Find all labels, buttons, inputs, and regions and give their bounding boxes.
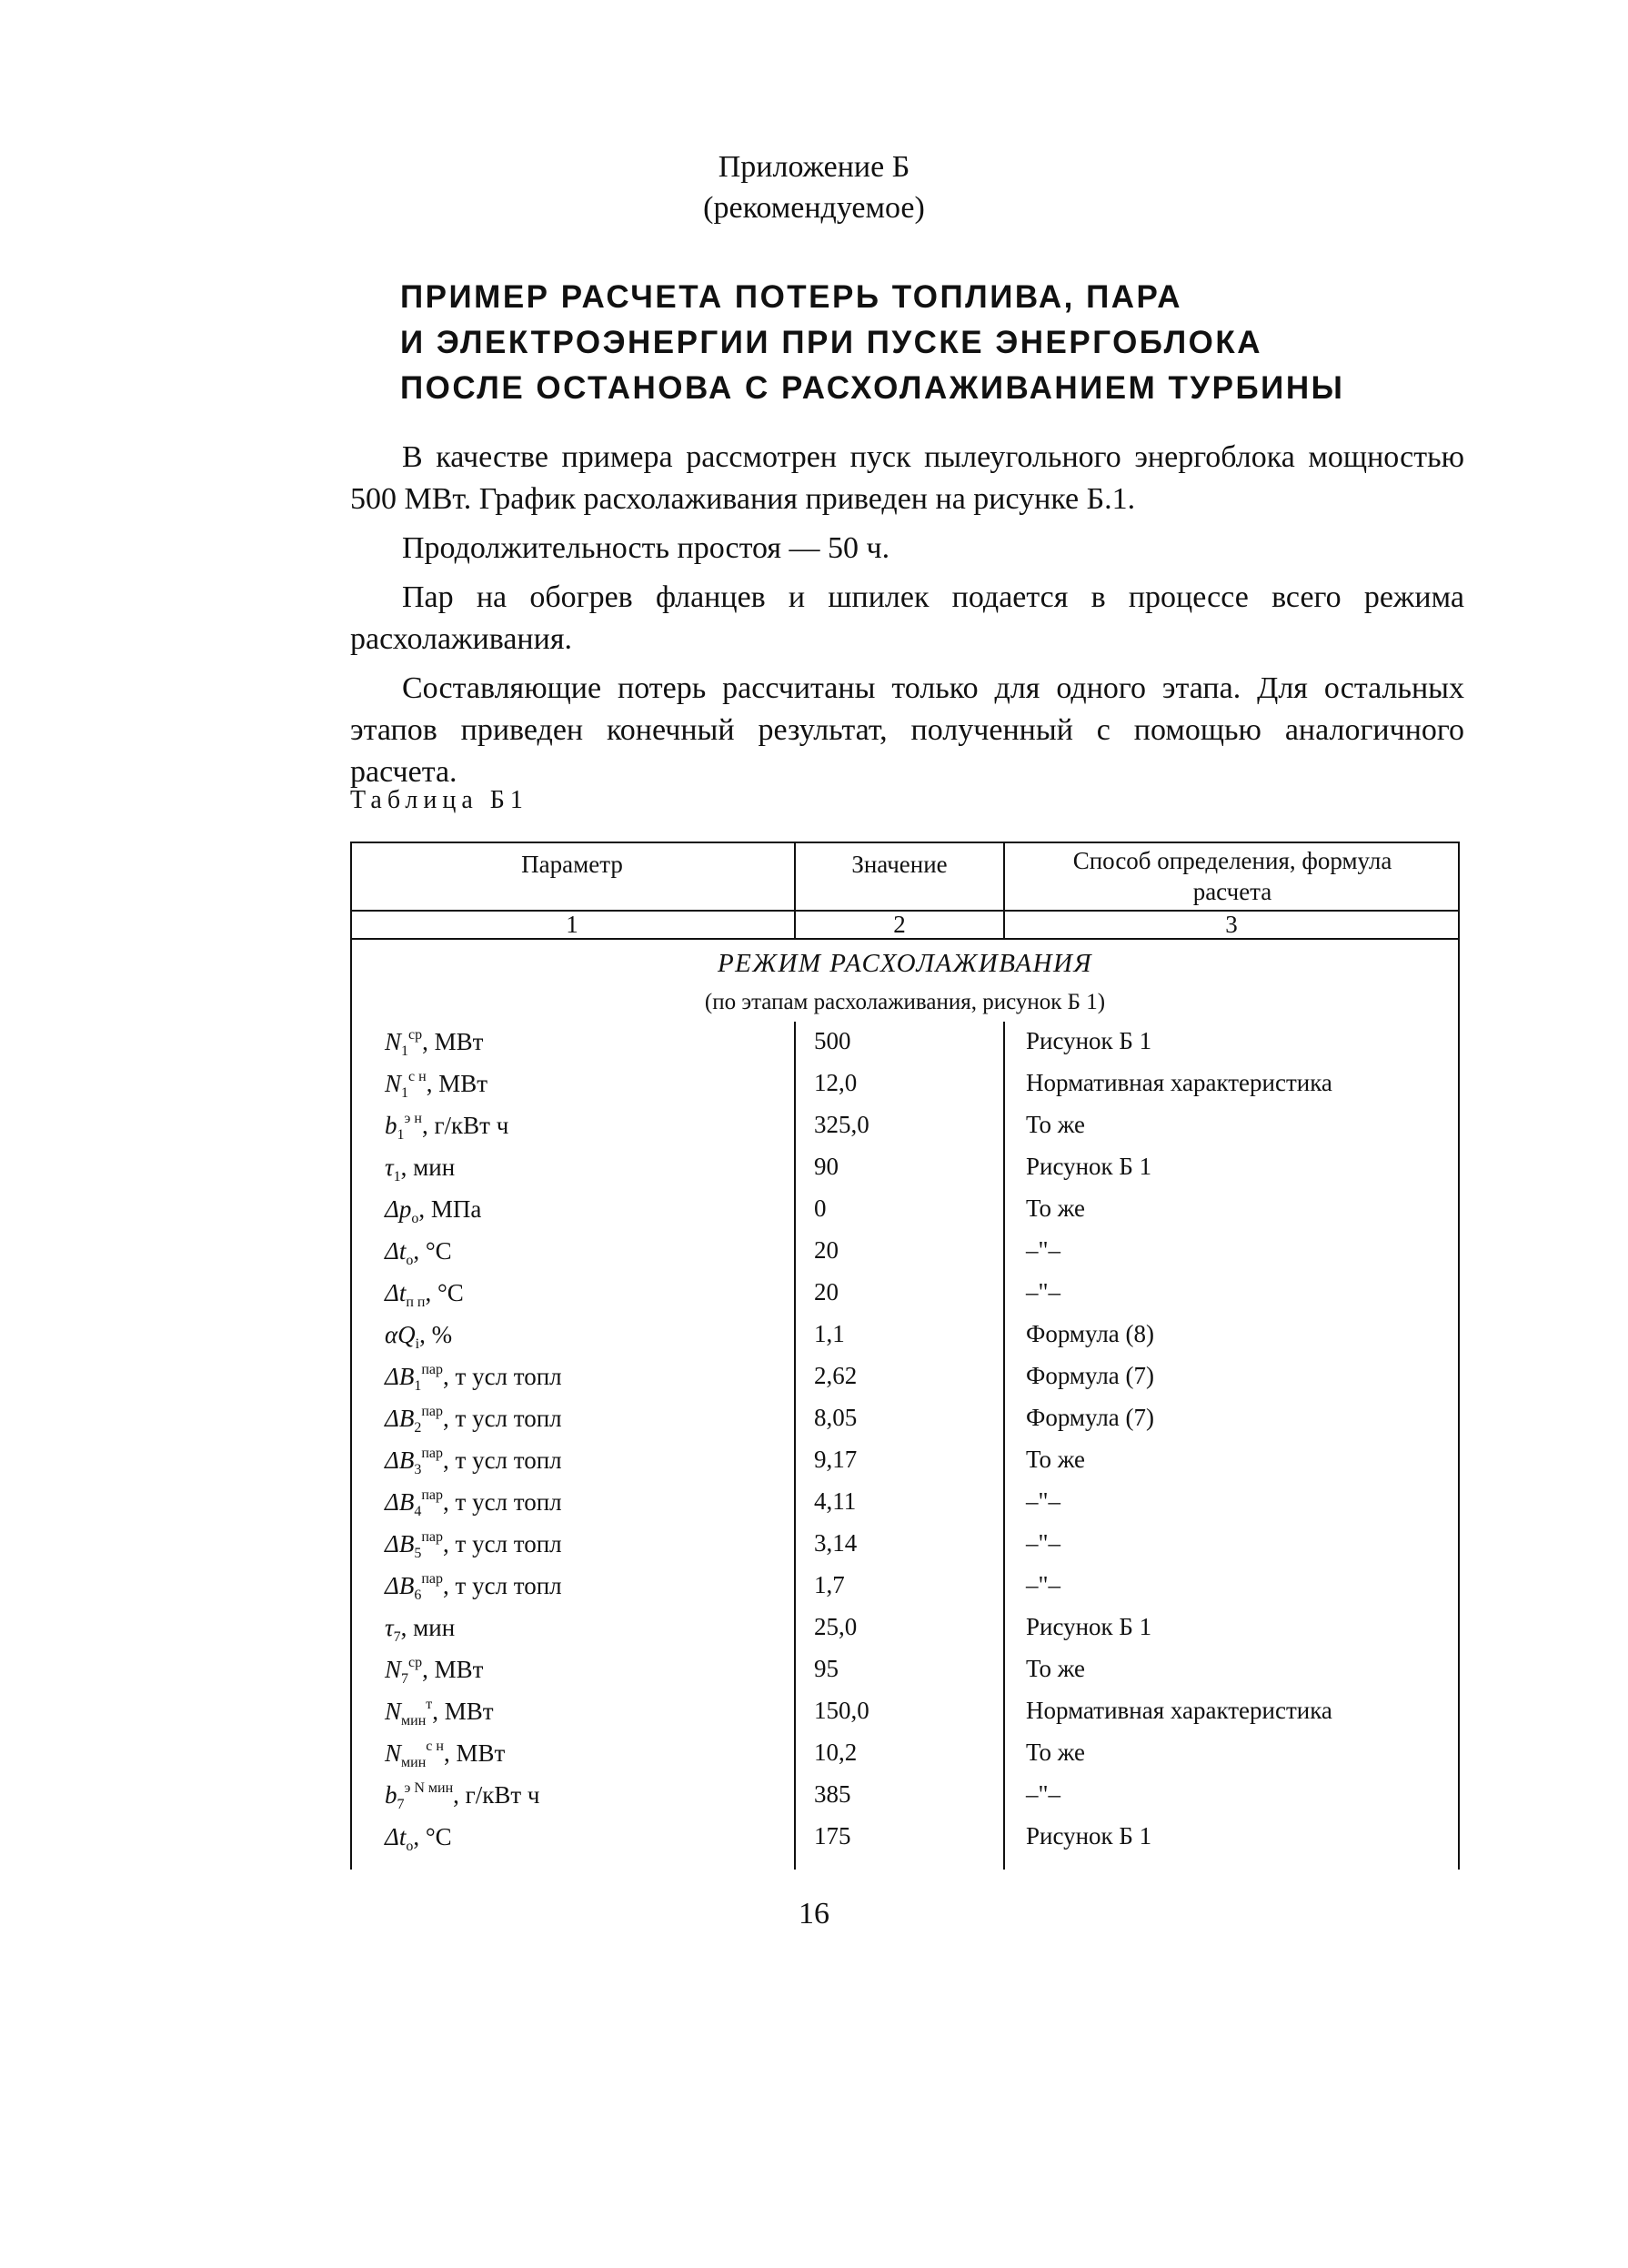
- header-method: Способ определения, формула расчета: [1072, 847, 1392, 905]
- title-line: ПОСЛЕ ОСТАНОВА С РАСХОЛАЖИВАНИЕМ ТУРБИНЫ: [400, 370, 1345, 406]
- table-row: [350, 1063, 1460, 1105]
- paragraph: Составляющие потерь рассчитаны только для одного этапа. Для остальных этапов приведен конечный результат, полученный с помощью аналогичного расчета.: [350, 671, 1464, 789]
- document-title: [400, 275, 1492, 411]
- parameter-subscript: 1: [401, 1043, 409, 1059]
- parameters-table: [350, 842, 1460, 1870]
- table-border-top: [350, 842, 1460, 843]
- parameter-subscript: о: [411, 1211, 419, 1226]
- title-line: ПРИМЕР РАСЧЕТА ПОТЕРЬ ТОПЛИВА, ПАРА: [400, 279, 1183, 315]
- method-cell: Рисунок Б 1: [1026, 1822, 1152, 1850]
- value-cell: 95: [814, 1655, 839, 1682]
- paragraph: В качестве примера рассмотрен пуск пылеугольного энергоблока мощностью 500 МВт. График расхолаживания приведен на рисунке Б.1.: [350, 440, 1464, 516]
- parameter-superscript: пар: [421, 1529, 444, 1545]
- method-cell: –"–: [1026, 1780, 1061, 1808]
- table-row: [350, 1356, 1460, 1398]
- parameter-subscript: 2: [414, 1420, 422, 1436]
- paragraph: Пар на обогрев фланцев и шпилек подается в процессе всего режима расхолаживания.: [350, 580, 1464, 656]
- parameter-symbol: ΔB: [385, 1405, 415, 1432]
- paragraph: Продолжительность простоя — 50 ч.: [402, 531, 890, 565]
- value-cell: 385: [814, 1780, 851, 1808]
- page-number: 16: [799, 1897, 829, 1930]
- parameter-subscript: 5: [414, 1546, 422, 1561]
- parameter-unit: , г/кВт ч: [453, 1781, 540, 1809]
- parameter-subscript: 1: [401, 1085, 409, 1101]
- title-line: И ЭЛЕКТРОЭНЕРГИИ ПРИ ПУСКЕ ЭНЕРГОБЛОКА: [400, 325, 1263, 360]
- section-title: РЕЖИМ РАСХОЛАЖИВАНИЯ: [717, 949, 1093, 978]
- table-row: [350, 1315, 1460, 1356]
- parameter-superscript: э N мин: [404, 1780, 454, 1796]
- method-cell: –"–: [1026, 1529, 1061, 1557]
- parameter-subscript: i: [415, 1336, 420, 1352]
- parameter-symbol: N: [385, 1070, 402, 1097]
- parameter-superscript: с н: [426, 1739, 444, 1754]
- method-cell: Формула (7): [1026, 1362, 1155, 1389]
- parameter-symbol: Δt: [385, 1823, 407, 1850]
- parameter-unit: , т усл топл: [443, 1363, 562, 1390]
- column-number: 2: [893, 911, 906, 938]
- parameter-superscript: пар: [421, 1404, 444, 1419]
- value-cell: 500: [814, 1027, 851, 1054]
- parameter-subscript: мин: [401, 1713, 427, 1729]
- value-cell: 4,11: [814, 1487, 857, 1515]
- parameter-symbol: b: [385, 1781, 397, 1809]
- parameter-cell: [385, 1613, 455, 1646]
- table-caption: Таблица Б1: [350, 786, 528, 814]
- table-row: [350, 1231, 1460, 1273]
- table-row: [350, 1482, 1460, 1524]
- value-cell: 1,7: [814, 1571, 845, 1598]
- parameter-symbol: ΔB: [385, 1530, 415, 1557]
- table-row: [350, 1775, 1460, 1817]
- table-row: [350, 1691, 1460, 1733]
- section-subtitle: (по этапам расхолаживания, рисунок Б 1): [704, 990, 1106, 1014]
- parameter-superscript: ср: [408, 1655, 423, 1670]
- parameter-cell: [385, 1362, 562, 1395]
- parameter-subscript: 7: [401, 1671, 409, 1687]
- value-cell: 90: [814, 1153, 839, 1180]
- table-row: [350, 1440, 1460, 1482]
- value-cell: 12,0: [814, 1069, 858, 1096]
- column-number: 1: [566, 911, 578, 938]
- value-cell: 2,62: [814, 1362, 858, 1389]
- parameter-symbol: Δt: [385, 1279, 407, 1306]
- parameter-subscript: мин: [401, 1755, 427, 1770]
- parameter-subscript: 1: [414, 1378, 422, 1394]
- method-cell: Рисунок Б 1: [1026, 1613, 1152, 1640]
- parameter-unit: , т усл топл: [443, 1405, 562, 1432]
- value-cell: 175: [814, 1822, 851, 1850]
- table-row: [350, 1147, 1460, 1189]
- value-cell: 0: [814, 1194, 827, 1222]
- parameter-symbol: Δt: [385, 1237, 407, 1265]
- header-parameter: Параметр: [521, 851, 623, 878]
- parameter-symbol: ΔB: [385, 1446, 415, 1474]
- parameter-superscript: э н: [404, 1111, 422, 1126]
- column-number: 3: [1225, 911, 1238, 938]
- parameter-subscript: п п: [406, 1295, 426, 1310]
- parameter-symbol: αQ: [385, 1321, 416, 1348]
- method-cell: То же: [1026, 1194, 1085, 1222]
- parameter-cell: [385, 1404, 562, 1436]
- parameter-symbol: b: [385, 1112, 397, 1139]
- parameter-symbol: N: [385, 1656, 402, 1683]
- table-row: [350, 1398, 1460, 1440]
- value-cell: 3,14: [814, 1529, 858, 1557]
- parameter-superscript: с н: [408, 1069, 427, 1084]
- method-cell: –"–: [1026, 1487, 1061, 1515]
- table-row: [350, 1524, 1460, 1566]
- parameter-unit: , %: [419, 1321, 453, 1348]
- body-text: [350, 437, 1464, 801]
- method-cell: То же: [1026, 1739, 1085, 1766]
- parameter-unit: , т усл топл: [443, 1446, 562, 1474]
- parameter-unit: , г/кВт ч: [421, 1112, 509, 1139]
- parameter-cell: [385, 1278, 464, 1311]
- method-cell: Нормативная характеристика: [1026, 1697, 1332, 1724]
- parameter-superscript: пар: [421, 1487, 444, 1503]
- appendix-label: Приложение Б: [718, 150, 910, 184]
- table-row: [350, 1022, 1460, 1063]
- parameter-subscript: о: [406, 1839, 414, 1854]
- table-body: [350, 1022, 1460, 1859]
- value-cell: 10,2: [814, 1739, 858, 1766]
- appendix-type: (рекомендуемое): [703, 191, 925, 225]
- parameter-unit: , мин: [400, 1154, 456, 1181]
- parameter-unit: , МВт: [432, 1698, 494, 1725]
- value-cell: 325,0: [814, 1111, 869, 1138]
- method-cell: То же: [1026, 1446, 1085, 1473]
- table-row: [350, 1105, 1460, 1147]
- parameter-superscript: пар: [421, 1362, 444, 1377]
- table-row: [350, 1649, 1460, 1691]
- method-cell: Нормативная характеристика: [1026, 1069, 1332, 1096]
- method-cell: –"–: [1026, 1236, 1061, 1264]
- method-cell: Формула (8): [1026, 1320, 1155, 1347]
- parameter-symbol: ΔB: [385, 1488, 415, 1516]
- parameter-cell: [385, 1697, 494, 1729]
- parameter-unit: , МВт: [426, 1070, 488, 1097]
- table-row: [350, 1817, 1460, 1859]
- parameter-superscript: пар: [421, 1571, 444, 1587]
- parameter-unit: , т усл топл: [443, 1488, 562, 1516]
- parameter-unit: , МВт: [443, 1739, 506, 1767]
- method-cell: Рисунок Б 1: [1026, 1153, 1152, 1180]
- method-cell: –"–: [1026, 1278, 1061, 1305]
- parameter-subscript: 1: [397, 1127, 405, 1143]
- parameter-subscript: 3: [414, 1462, 422, 1477]
- parameter-unit: , МПа: [418, 1195, 482, 1223]
- parameter-cell: [385, 1320, 452, 1353]
- value-cell: 25,0: [814, 1613, 858, 1640]
- parameter-cell: [385, 1153, 455, 1185]
- table-row: [350, 1566, 1460, 1608]
- method-cell: То же: [1026, 1655, 1085, 1682]
- table-row: [350, 1189, 1460, 1231]
- parameter-superscript: пар: [421, 1446, 444, 1461]
- parameter-unit: , МВт: [422, 1028, 484, 1055]
- value-cell: 150,0: [814, 1697, 869, 1724]
- parameter-superscript: т: [426, 1697, 433, 1712]
- parameter-cell: [385, 1236, 452, 1269]
- parameter-symbol: ΔB: [385, 1363, 415, 1390]
- parameter-unit: , т усл топл: [443, 1530, 562, 1557]
- method-cell: Рисунок Б 1: [1026, 1027, 1152, 1054]
- table-row: [350, 1733, 1460, 1775]
- parameter-subscript: 4: [414, 1504, 422, 1519]
- parameter-cell: [385, 1655, 483, 1688]
- parameter-cell: [385, 1111, 508, 1144]
- method-cell: То же: [1026, 1111, 1085, 1138]
- parameter-unit: , °С: [413, 1823, 452, 1850]
- parameter-cell: [385, 1194, 481, 1227]
- parameter-unit: , т усл топл: [443, 1572, 562, 1599]
- table-row: [350, 1273, 1460, 1315]
- parameter-subscript: 1: [393, 1169, 401, 1184]
- parameter-unit: , °С: [425, 1279, 464, 1306]
- parameter-cell: [385, 1487, 562, 1520]
- value-cell: 8,05: [814, 1404, 858, 1431]
- parameter-subscript: 7: [397, 1797, 405, 1812]
- parameter-cell: [385, 1780, 540, 1813]
- parameter-subscript: 6: [414, 1588, 422, 1603]
- parameter-subscript: 7: [393, 1629, 401, 1645]
- method-cell: –"–: [1026, 1571, 1061, 1598]
- parameter-cell: [385, 1571, 562, 1604]
- parameter-symbol: Δp: [385, 1195, 412, 1223]
- value-cell: 20: [814, 1278, 839, 1305]
- parameter-symbol: N: [385, 1739, 402, 1767]
- parameter-cell: [385, 1822, 452, 1855]
- parameter-subscript: о: [406, 1253, 414, 1268]
- parameter-cell: [385, 1446, 562, 1478]
- parameter-symbol: N: [385, 1028, 402, 1055]
- parameter-unit: , мин: [400, 1614, 456, 1641]
- header-value: Значение: [851, 851, 948, 878]
- parameter-symbol: ΔB: [385, 1572, 415, 1599]
- value-cell: 9,17: [814, 1446, 858, 1473]
- table-row: [350, 1608, 1460, 1649]
- value-cell: 20: [814, 1236, 839, 1264]
- parameter-cell: [385, 1069, 487, 1102]
- value-cell: 1,1: [814, 1320, 845, 1347]
- parameter-superscript: ср: [408, 1027, 423, 1043]
- parameter-unit: , °С: [413, 1237, 452, 1265]
- parameter-symbol: τ: [385, 1614, 394, 1641]
- parameter-unit: , МВт: [422, 1656, 484, 1683]
- parameter-symbol: N: [385, 1698, 402, 1725]
- parameter-cell: [385, 1027, 483, 1060]
- parameter-symbol: τ: [385, 1154, 394, 1181]
- method-cell: Формула (7): [1026, 1404, 1155, 1431]
- parameter-cell: [385, 1529, 562, 1562]
- parameter-cell: [385, 1739, 505, 1771]
